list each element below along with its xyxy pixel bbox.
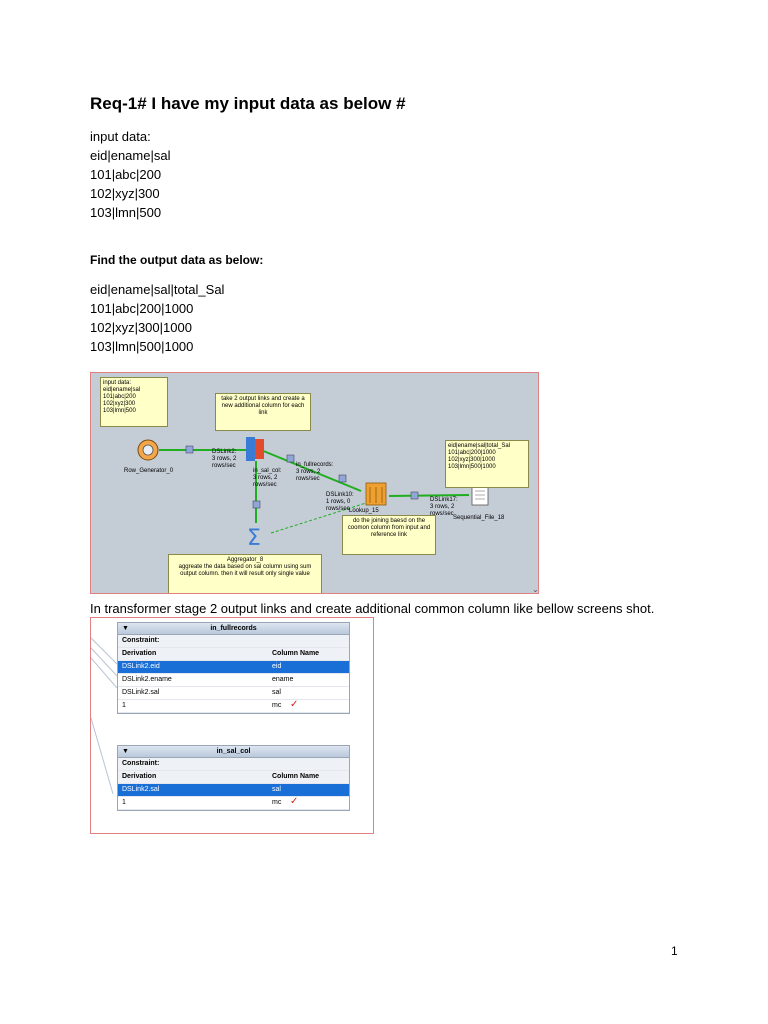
link-in-sal-col-label[interactable]: in_sal_col: 3 rows, 2 rows/sec (253, 468, 282, 488)
note-output-data: eid|ename|sal|total_Sal 101|abc|200|1000 102|xyz|300|1000 103|lmn|500|1000 (445, 440, 529, 488)
table-row[interactable]: 1 mc ✓ (118, 797, 349, 810)
note-aggregator: Aggregator_8 aggreate the data based on sal column using sum output column. then it will result only single value (168, 554, 322, 594)
grid-header-row: Derivation Column Name (118, 771, 349, 784)
link-dslink10-label[interactable]: DSLink10: 1 rows, 0 rows/sec (326, 492, 354, 512)
stage-lookup-label[interactable]: Lookup_15 (349, 508, 379, 514)
note-transformer: take 2 output links and create a new additional column for each link (215, 393, 311, 431)
grid-header-row: Derivation Column Name (118, 648, 349, 661)
job-diagram-screenshot (90, 372, 539, 594)
grid-in-fullrecords (117, 622, 350, 714)
grid-in-sal-col (117, 745, 350, 811)
grid-title: in_fullrecords (210, 625, 257, 632)
input-line: 101|abc|200 (90, 167, 162, 182)
constraint-row[interactable]: Constraint: (118, 635, 349, 648)
table-row[interactable]: DSLink2.sal sal (118, 687, 349, 700)
caption-text: In transformer stage 2 output links and create additional common column like bellow screens shot. (90, 601, 655, 616)
stage-seq-file-label[interactable]: Sequential_File_18 (453, 515, 505, 521)
collapse-arrow-icon[interactable]: ▼ (122, 748, 129, 755)
table-row[interactable]: DSLink2.ename ename (118, 674, 349, 687)
grid-title: in_sal_col (216, 748, 251, 755)
note-input-data: input data: eid|ename|sal 101|abc|200 102|xyz|300 103|lmn|500 (100, 377, 168, 427)
output-line: 103|lmn|500|1000 (90, 339, 194, 354)
output-line: 102|xyz|300|1000 (90, 320, 192, 335)
table-row[interactable]: DSLink2.sal sal (118, 784, 349, 797)
collapse-arrow-icon[interactable]: ▼ (122, 625, 129, 632)
link-marker (339, 475, 346, 482)
note-lookup: do the joining baesd on the coomon column from input and reference link (342, 515, 436, 555)
input-line: 102|xyz|300 (90, 186, 160, 201)
scroll-down-icon: ⌄ (532, 585, 539, 594)
stage-row-generator-label[interactable]: Row_Generator_0 (124, 468, 174, 474)
page-heading: Req-1# I have my input data as below # (90, 94, 406, 113)
link-dslink17-label[interactable]: DSLink17: 3 rows, 2 rows/sec (430, 497, 458, 517)
link-dslink17-line (389, 495, 469, 496)
link-dslink2-label[interactable]: DSLink2: 3 rows, 2 rows/sec (212, 449, 237, 469)
output-line: 101|abc|200|1000 (90, 301, 194, 316)
transformer-icon (246, 437, 255, 461)
link-marker (186, 446, 193, 453)
red-check-icon: ✓ (290, 699, 299, 710)
grid-title-bar[interactable] (118, 623, 349, 635)
table-row[interactable]: DSLink2.eid eid (118, 661, 349, 674)
link-marker (287, 455, 294, 462)
red-check-icon: ✓ (290, 796, 299, 807)
constraint-row[interactable]: Constraint: (118, 758, 349, 771)
page-number: 1 (671, 944, 678, 958)
link-marker (253, 501, 260, 508)
input-line: 103|lmn|500 (90, 205, 162, 220)
output-heading: Find the output data as below: (90, 253, 264, 267)
transformer-grids-screenshot (90, 617, 374, 834)
grid-title-bar[interactable] (118, 746, 349, 758)
input-line: eid|ename|sal (90, 148, 171, 163)
input-line: input data: (90, 129, 151, 144)
table-row[interactable]: 1 mc ✓ (118, 700, 349, 713)
link-in-fullrecords-label[interactable]: in_fullrecords: 3 rows, 2 rows/sec (296, 462, 334, 482)
link-marker (411, 492, 418, 499)
aggregator-icon: Σ (247, 526, 261, 551)
output-line: eid|ename|sal|total_Sal (90, 282, 225, 297)
